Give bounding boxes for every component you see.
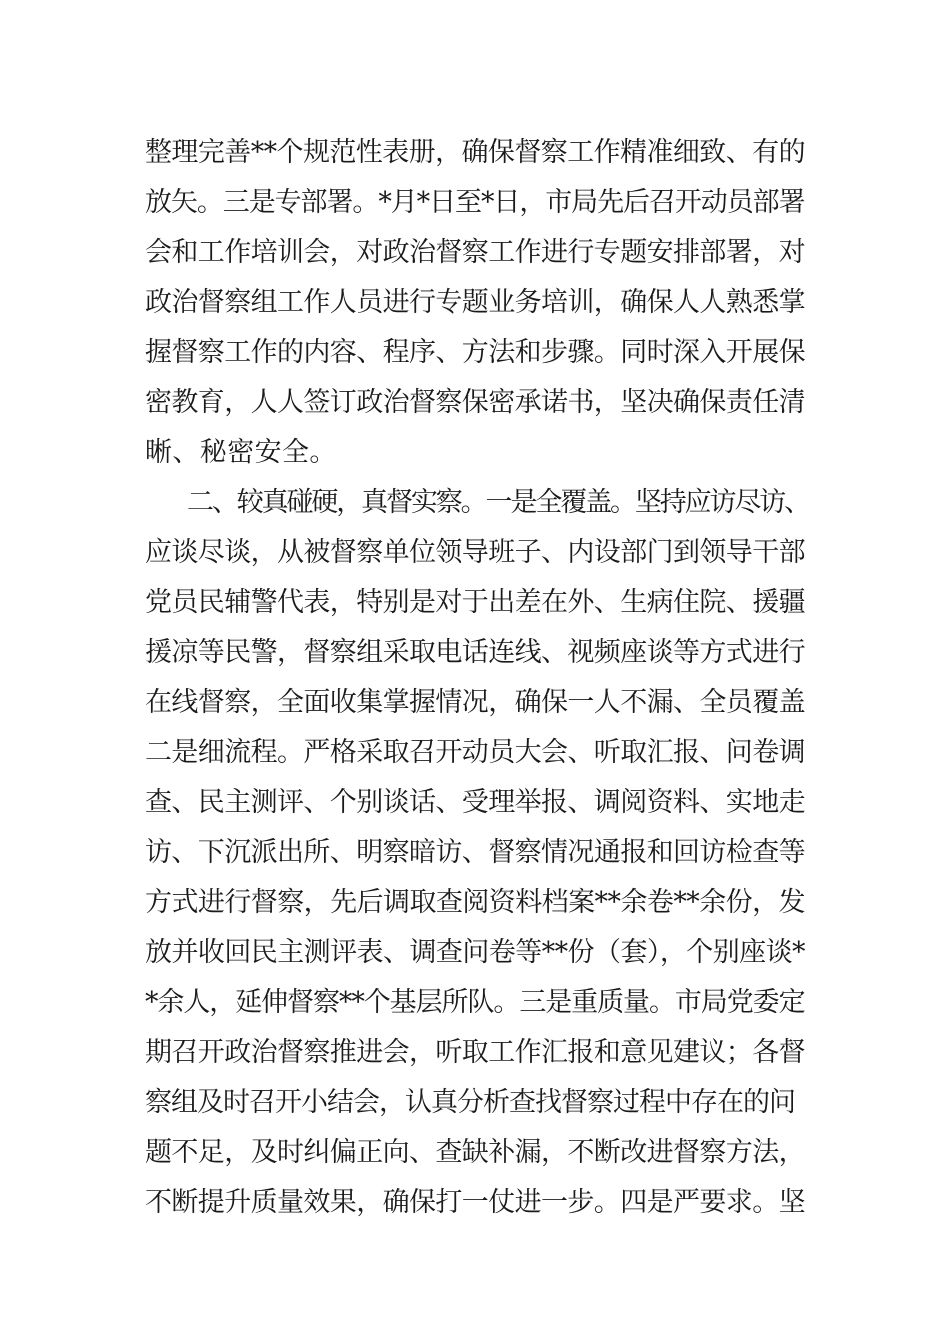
text-line-1: 整理完善**个规范性表册，确保督察工作精准细致、有的 [145,137,805,168]
text-line-2: 放矢。三是专部署。*月*日至*日，市局先后召开动员部署 [145,187,805,218]
text-line-7: 晰、秘密安全。 [145,437,337,468]
text-line-21: 题不足，及时纠偏正向、查缺补漏，不断改进督察方法， [145,1137,805,1168]
text-line-12: 在线督察，全面收集掌握情况，确保一人不漏、全员覆盖 [145,687,805,718]
text-line-9: 应谈尽谈，从被督察单位领导班子、内设部门到领导干部 [145,537,805,568]
text-line-10: 党员民辅警代表，特别是对于出差在外、生病住院、援疆 [145,587,805,618]
text-line-18: *余人，延伸督察**个基层所队。三是重质量。市局党委定 [145,987,805,1018]
text-line-6: 密教育，人人签订政治督察保密承诺书，坚决确保责任清 [145,387,805,418]
text-line-11: 援凉等民警，督察组采取电话连线、视频座谈等方式进行 [145,637,805,668]
text-line-17: 放并收回民主测评表、调查问卷等**份（套），个别座谈* [145,937,805,968]
text-line-4: 政治督察组工作人员进行专题业务培训，确保人人熟悉掌 [145,287,805,318]
text-line-13: 二是细流程。严格采取召开动员大会、听取汇报、问卷调 [145,737,805,768]
text-line-5: 握督察工作的内容、程序、方法和步骤。同时深入开展保 [145,337,805,368]
text-line-3: 会和工作培训会，对政治督察工作进行专题安排部署，对 [145,237,805,268]
text-line-8: 二、较真碰硬，真督实察。一是全覆盖。坚持应访尽访、 [187,487,809,518]
text-line-16: 方式进行督察，先后调取查阅资料档案**余卷**余份，发 [145,887,805,918]
text-line-22: 不断提升质量效果，确保打一仗进一步。四是严要求。坚 [145,1187,805,1218]
text-line-14: 查、民主测评、个别谈话、受理举报、调阅资料、实地走 [145,787,805,818]
text-line-20: 察组及时召开小结会，认真分析查找督察过程中存在的问 [145,1087,795,1118]
text-line-15: 访、下沉派出所、明察暗访、督察情况通报和回访检查等 [145,837,805,868]
text-line-19: 期召开政治督察推进会，听取工作汇报和意见建议；各督 [145,1037,805,1068]
